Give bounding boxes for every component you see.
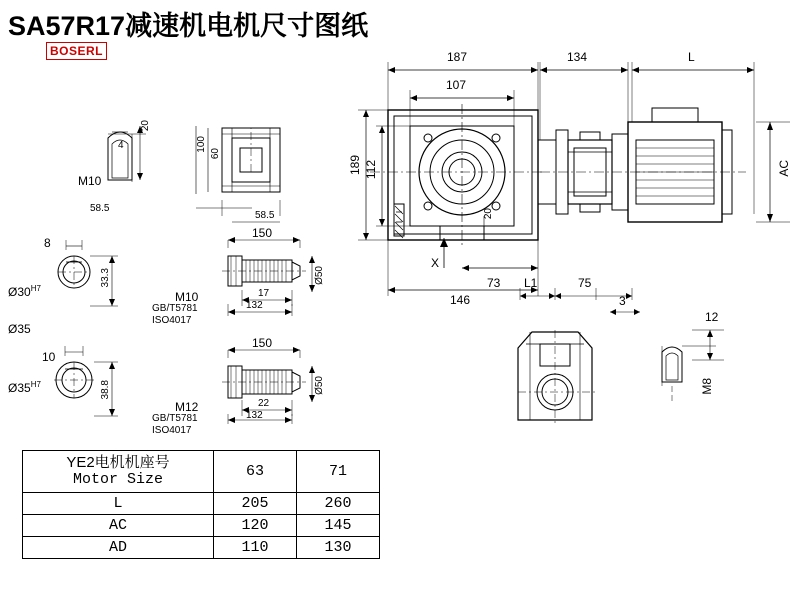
label-M10-key: M10 xyxy=(78,174,102,188)
label-M8: M8 xyxy=(700,378,714,395)
dim-17: 17 xyxy=(258,288,270,299)
dim-132-a: 132 xyxy=(246,300,263,311)
label-M12-flange: M12 xyxy=(175,400,199,414)
dim-73: 73 xyxy=(487,276,501,290)
view-mark-X: X xyxy=(431,256,440,270)
table-header-label xyxy=(23,451,214,493)
table-size-71: 71 xyxy=(297,451,380,493)
dim-20-output: 20 xyxy=(483,208,494,220)
dim-33-3: 33.3 xyxy=(100,268,111,288)
row-label-AD: AD xyxy=(23,536,214,558)
cell-AD-71: 130 xyxy=(297,536,380,558)
dim-75: 75 xyxy=(578,276,592,290)
dim-d50-a: Ø50 xyxy=(314,266,325,285)
label-M10-flange: M10 xyxy=(175,290,199,304)
brand-logo: BOSERL xyxy=(46,42,107,60)
dim-100: 100 xyxy=(196,136,207,153)
table-row xyxy=(23,514,380,536)
dim-107: 107 xyxy=(446,78,467,92)
dim-134: 134 xyxy=(567,50,588,64)
dim-d50-b: Ø50 xyxy=(314,376,325,395)
dim-132-b: 132 xyxy=(246,410,263,421)
row-label-L: L xyxy=(23,492,214,514)
dim-22: 22 xyxy=(258,398,270,409)
dim-12: 12 xyxy=(705,310,719,324)
label-gb-b: GB/T5781 xyxy=(152,413,198,424)
label-gb-a: GB/T5781 xyxy=(152,303,198,314)
dim-d35: $Ø35^{H7}$ xyxy=(8,380,41,395)
table-row xyxy=(23,492,380,514)
table-header-cn: YE2电机机座号 xyxy=(66,454,170,471)
cell-L-63: 205 xyxy=(214,492,297,514)
cell-AC-63: 120 xyxy=(214,514,297,536)
dim-L1: L1 xyxy=(524,276,538,290)
row-label-AC: AC xyxy=(23,514,214,536)
dim-187: 187 xyxy=(447,50,468,64)
dim-L: L xyxy=(688,50,695,64)
table-header-row xyxy=(23,451,380,493)
dim-60: 60 xyxy=(210,148,221,160)
dim-d35-plain: Ø35 xyxy=(8,322,31,336)
dim-112: 112 xyxy=(364,160,378,180)
label-iso-b: ISO4017 xyxy=(152,425,192,436)
dim-146: 146 xyxy=(450,293,471,307)
page-title: SA57R17减速机电机尺寸图纸 xyxy=(8,11,369,41)
dim-58-5-b: 58.5 xyxy=(255,210,275,221)
dim-d30: $Ø30^{H7}$ xyxy=(8,284,41,299)
dim-150-b: 150 xyxy=(252,336,273,350)
dim-10: 10 xyxy=(42,350,56,364)
dim-189: 189 xyxy=(348,155,362,176)
dim-150-a: 150 xyxy=(252,226,273,240)
dim-38-8: 38.8 xyxy=(100,380,111,400)
dim-4: 4 xyxy=(118,140,124,151)
motor-size-table xyxy=(22,450,380,559)
cell-AC-71: 145 xyxy=(297,514,380,536)
dim-58-5-a: 58.5 xyxy=(90,203,110,214)
table-header-en: Motor Size xyxy=(72,471,163,489)
dim-20-key: 20 xyxy=(140,120,151,132)
label-iso-a: ISO4017 xyxy=(152,315,192,326)
dim-8: 8 xyxy=(44,236,51,250)
cell-AD-63: 110 xyxy=(214,536,297,558)
table-row xyxy=(23,536,380,558)
dim-3: 3 xyxy=(619,294,626,308)
cell-L-71: 260 xyxy=(297,492,380,514)
table-size-63: 63 xyxy=(214,451,297,493)
dim-AC: AC xyxy=(777,160,791,177)
